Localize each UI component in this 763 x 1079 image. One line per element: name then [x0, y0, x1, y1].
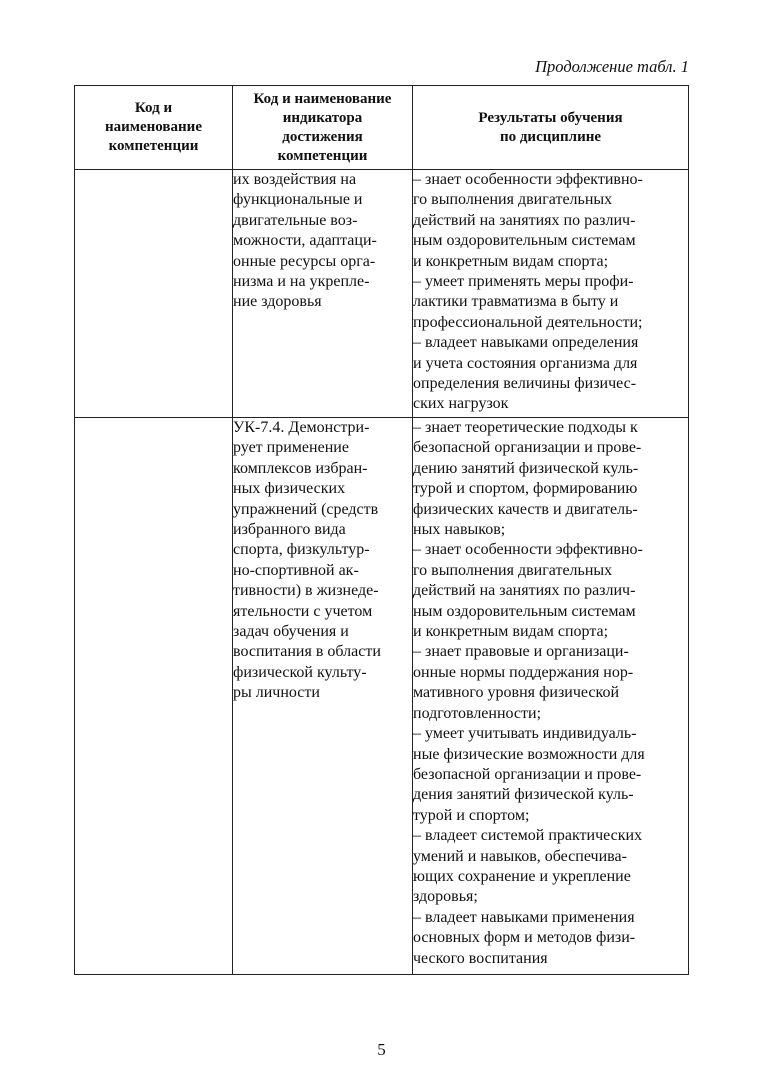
cell-indicator [233, 418, 413, 975]
table-row [75, 418, 689, 975]
table-header-row [75, 86, 689, 170]
text-line: лактики травматизма в быту и [413, 293, 619, 311]
text-line: тивности) в жизнеде- [233, 582, 379, 600]
text-line: физической культу- [233, 663, 367, 681]
text-line: – умеет применять меры профи- [413, 273, 634, 291]
cell-competence [75, 170, 233, 418]
text-line: рует применение [233, 439, 349, 457]
text-line: – знает особенности эффективно- [413, 171, 643, 188]
text-line: двигательные воз- [233, 211, 358, 229]
header-line: Результаты обучения [478, 109, 623, 126]
text-line: воспитания в области [233, 643, 381, 661]
text-line: ры личности [233, 684, 320, 702]
text-line: ным оздоровительным системам [413, 602, 636, 620]
cell-indicator [233, 170, 413, 418]
text-line: и конкретным видам спорта; [413, 623, 609, 641]
text-line: спорта, физкультур- [233, 541, 370, 559]
text-line: основных форм и методов физи- [413, 929, 636, 947]
text-line: – владеет навыками определения [413, 334, 639, 352]
text-line: мативного уровня физической [413, 684, 619, 702]
text-line: безопасной организации и прове- [413, 439, 642, 457]
table-caption: Продолжение табл. 1 [535, 57, 689, 76]
text-line: функциональные и [233, 191, 363, 209]
text-line: задач обучения и [233, 623, 349, 641]
text-line: умений и навыков, обеспечива- [413, 847, 627, 865]
header-line: достижения [282, 128, 363, 145]
text-line: и учета состояния организма для [413, 354, 638, 372]
text-line: и конкретным видам спорта; [413, 252, 609, 270]
text-line: комплексов избран- [233, 459, 368, 477]
text-line: го выполнения двигательных [413, 561, 613, 579]
text-line: – знает теоретические подходы к [413, 419, 638, 436]
text-line: – владеет системой практических [413, 827, 643, 845]
text-line: УК-7.4. Демонстри- [233, 419, 370, 436]
header-line: наименование [105, 119, 202, 135]
text-line: дению занятий физической куль- [413, 459, 639, 477]
text-line: ные физические возможности для [413, 745, 645, 763]
header-indicator [233, 86, 413, 170]
cell-competence [75, 418, 233, 975]
text-line: действий на занятиях по различ- [413, 582, 636, 600]
text-line: их воздействия на [233, 171, 357, 188]
text-line: турой и спортом; [413, 806, 530, 824]
text-line: – владеет навыками применения [413, 908, 635, 926]
header-line: Код и [134, 100, 173, 116]
text-line: ных навыков; [413, 521, 506, 539]
text-line: дения занятий физической куль- [413, 786, 634, 804]
text-line: – знает правовые и организаци- [413, 643, 629, 661]
header-results [413, 86, 689, 170]
text-line: ческого воспитания [413, 949, 548, 967]
text-line: онные ресурсы орга- [233, 252, 376, 270]
text-line: ние здоровья [233, 293, 322, 311]
header-line: индикатора [282, 109, 363, 126]
header-line: компетенции [277, 147, 368, 164]
text-line: упражнений (средств [233, 500, 379, 518]
text-line: ющих сохранение и укрепление [413, 867, 631, 885]
text-line: – знает особенности эффективно- [413, 541, 643, 559]
header-line: компетенции [108, 138, 199, 154]
text-line: можности, адаптаци- [233, 232, 377, 250]
header-competence [75, 86, 233, 170]
text-line: определения величины физичес- [413, 375, 637, 393]
cell-results [413, 418, 689, 975]
page-number: 5 [377, 1040, 386, 1059]
header-line: Код и наименование [253, 90, 392, 107]
text-line: ских нагрузок [413, 395, 509, 413]
cell-results [413, 170, 689, 418]
header-line: по дисциплине [499, 128, 602, 145]
text-line: онные нормы поддержания нор- [413, 663, 634, 681]
competence-table [74, 85, 689, 975]
text-line: ных физических [233, 480, 346, 498]
text-line: физических качеств и двигатель- [413, 500, 638, 518]
text-line: турой и спортом, формированию [413, 480, 638, 498]
text-line: низма и на укрепле- [233, 273, 370, 291]
text-line: здоровья; [413, 888, 478, 906]
text-line: действий на занятиях по различ- [413, 211, 636, 229]
text-line: го выполнения двигательных [413, 191, 613, 209]
text-line: ятельности с учетом [233, 602, 373, 620]
text-line: но-спортивной ак- [233, 561, 359, 579]
text-line: безопасной организации и прове- [413, 765, 642, 783]
text-line: избранного вида [233, 521, 346, 539]
table-row [75, 170, 689, 418]
text-line: – умеет учитывать индивидуаль- [413, 725, 637, 743]
text-line: подготовленности; [413, 704, 542, 722]
text-line: профессиональной деятельности; [413, 313, 643, 331]
text-line: ным оздоровительным системам [413, 232, 636, 250]
